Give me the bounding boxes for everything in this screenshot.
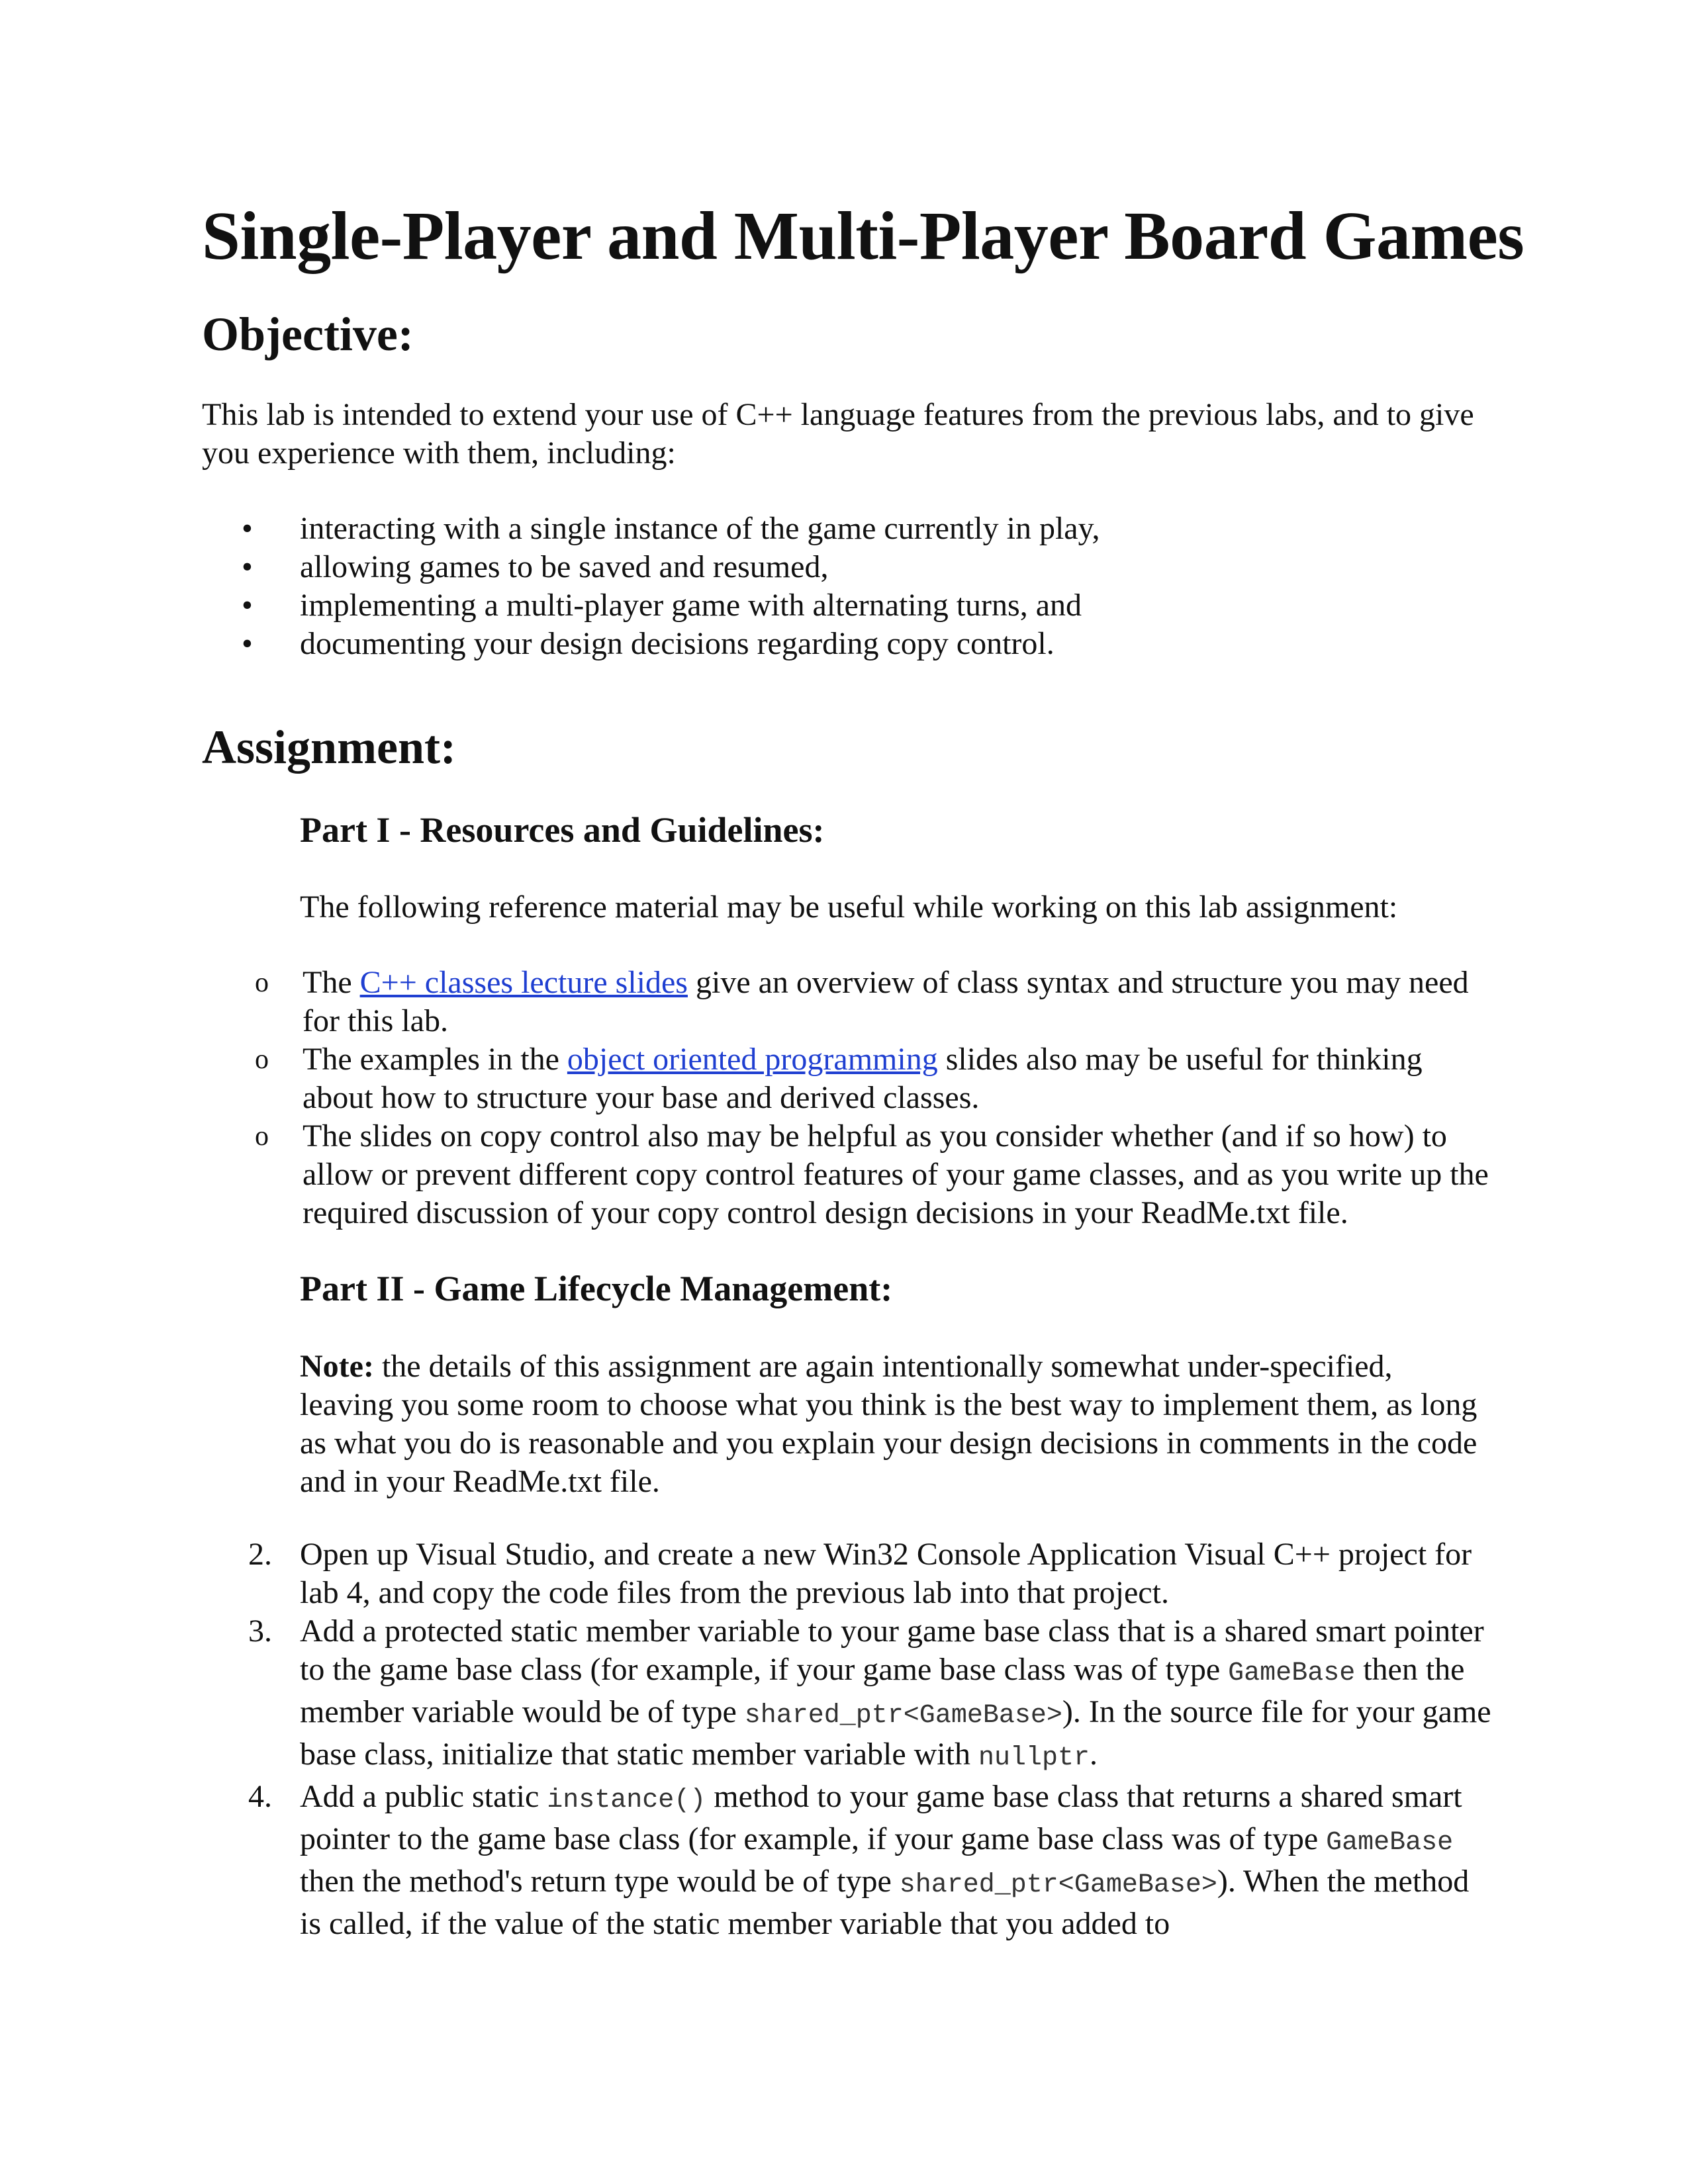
circle-bullet-icon: o bbox=[255, 1121, 269, 1152]
bullet-text: documenting your design decisions regarding copy control. bbox=[300, 625, 1055, 661]
objective-heading: Objective: bbox=[202, 308, 414, 361]
document-page bbox=[202, 198, 1524, 1943]
bullet-text: implementing a multi-player game with alternating turns, and bbox=[300, 587, 1082, 623]
part1-section bbox=[300, 811, 1493, 927]
step-number: 4. bbox=[248, 1778, 272, 1814]
cpp-classes-slides-link[interactable]: C++ classes lecture slides bbox=[359, 965, 688, 1001]
code-snippet: GameBase bbox=[1326, 1827, 1454, 1858]
bullet-text: allowing games to be saved and resumed, bbox=[300, 549, 829, 584]
objective-intro: This lab is intended to extend your use of C++ language features from the previous labs, and to give you experience with them, including: bbox=[202, 396, 1474, 471]
list-item bbox=[202, 625, 1493, 663]
list-item bbox=[202, 510, 1493, 548]
list-item bbox=[202, 548, 1493, 586]
circle-bullet-icon: o bbox=[255, 968, 269, 999]
bullet-icon: • bbox=[242, 625, 253, 661]
bullet-text: interacting with a single instance of the game currently in play, bbox=[300, 510, 1100, 546]
bullet-icon: • bbox=[242, 549, 253, 584]
part1-heading: Part I - Resources and Guidelines: bbox=[300, 809, 825, 850]
list-item: o The C++ classes lecture slides give an overview of class syntax and structure you may need for this lab. bbox=[255, 965, 1469, 1039]
bullet-icon: • bbox=[242, 510, 253, 546]
note-text: the details of this assignment are again intentionally somewhat under-specified, leaving you some room to choose what you think is the best way to implement them, as long as what you do is reasonable and you explain your design decisions in comments in the code and in your ReadMe.txt file. bbox=[300, 1348, 1477, 1499]
part2-section bbox=[300, 1269, 1493, 1500]
assignment-heading: Assignment: bbox=[202, 720, 457, 774]
document-title: Single-Player and Multi-Player Board Games bbox=[202, 198, 1524, 274]
bullet-icon: • bbox=[242, 587, 253, 623]
step-number: 2. bbox=[248, 1536, 272, 1572]
list-item: o The examples in the object oriented programming slides also may be useful for thinking about how to structure your base and derived classes. bbox=[255, 1042, 1423, 1116]
part2-heading: Part II - Game Lifecycle Management: bbox=[300, 1269, 893, 1309]
code-snippet: GameBase bbox=[1228, 1658, 1356, 1688]
objective-bullet-list bbox=[202, 510, 1493, 663]
list-item: o The slides on copy control also may be helpful as you consider whether (and if so how) to allow or prevent different copy control features of your game classes, and as you write up the required discussion of your copy control design decisions in your ReadMe.txt file. bbox=[255, 1118, 1489, 1231]
steps-list bbox=[202, 1535, 1493, 1943]
reference-list bbox=[202, 964, 1493, 1232]
part2-note bbox=[300, 1347, 1493, 1501]
step-number: 3. bbox=[248, 1613, 272, 1649]
code-snippet: nullptr bbox=[978, 1743, 1090, 1773]
step-text: Open up Visual Studio, and create a new Win32 Console Application Visual C++ project for lab 4, and copy the code files from the previous lab into that project. bbox=[300, 1536, 1472, 1610]
list-item: 3. Add a protected static member variable to your game base class that is a shared smart pointer to the game base class (for example, if your game base class was of type GameBase then the member variable would be of type shared_ptr<GameBase>). In the source file for your game base class, initialize that static member variable with nullptr. bbox=[248, 1613, 1491, 1773]
part1-intro: The following reference material may be useful while working on this lab assignment: bbox=[300, 889, 1398, 925]
list-item bbox=[202, 586, 1493, 625]
circle-bullet-icon: o bbox=[255, 1044, 269, 1075]
note-label: Note: bbox=[300, 1348, 374, 1384]
list-item: 4. Add a public static instance() method to your game base class that returns a shared smart pointer to the game base class (for example, if your game base class was of type GameBase then the method's return type would be of type shared_ptr<GameBase>). When the method is called, if the value of the static member variable that you added to bbox=[248, 1778, 1470, 1941]
code-snippet: shared_ptr<GameBase> bbox=[899, 1870, 1217, 1900]
oop-slides-link[interactable]: object oriented programming bbox=[567, 1042, 938, 1077]
code-snippet: instance() bbox=[547, 1785, 706, 1815]
code-snippet: shared_ptr<GameBase> bbox=[744, 1700, 1062, 1731]
list-item bbox=[202, 1535, 1493, 1612]
